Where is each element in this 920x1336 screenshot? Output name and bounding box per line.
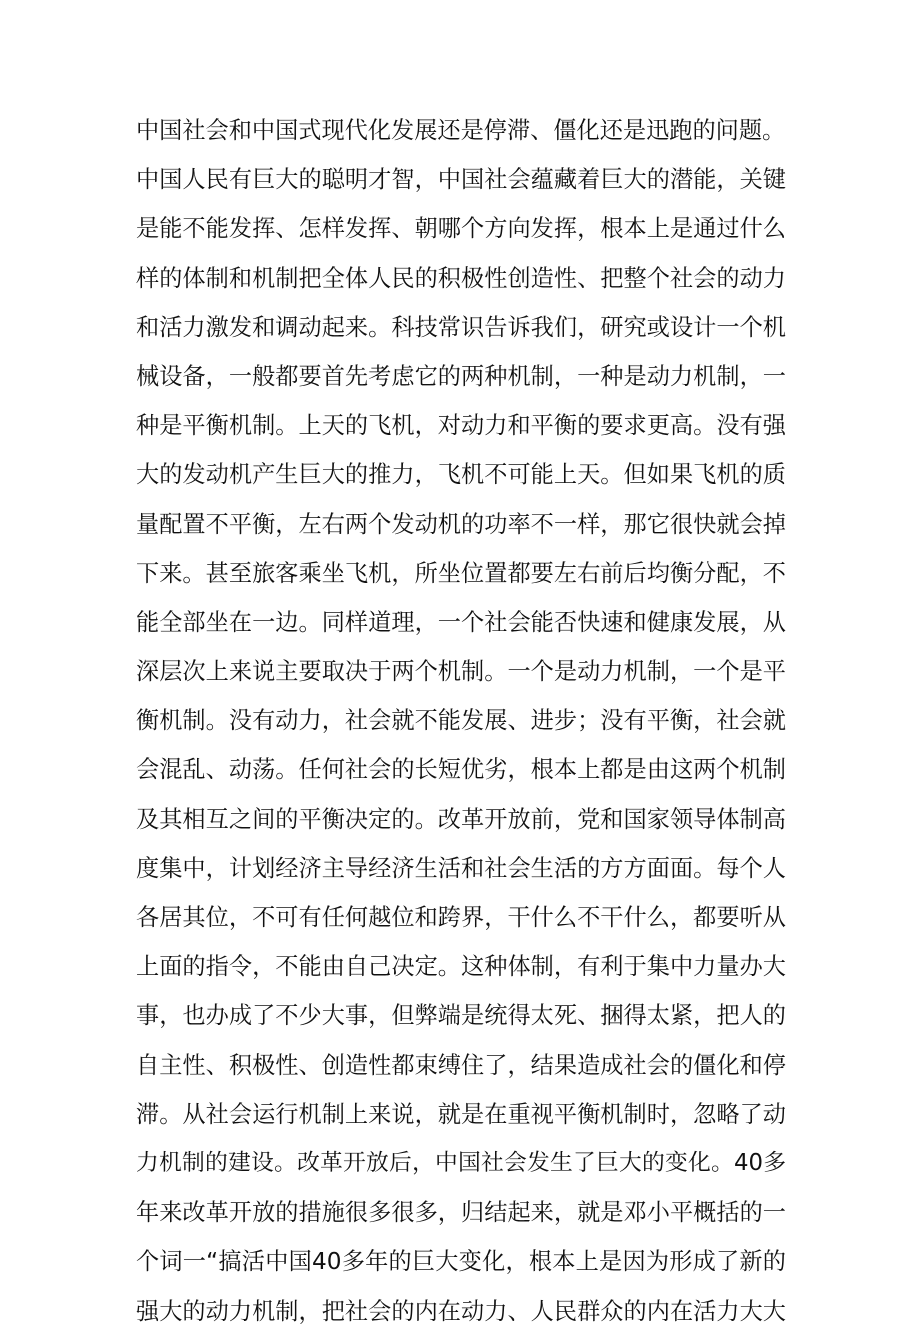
- text-line: 年来改革开放的措施很多很多，归结起来，就是邓小平概括的一: [136, 1199, 786, 1227]
- text-line: 自主性、积极性、创造性都束缚住了，结果造成社会的僵化和停: [136, 1051, 786, 1079]
- text-line: 能全部坐在一边。同样道理，一个社会能否快速和健康发展，从: [136, 608, 786, 636]
- text-line: 滞。从社会运行机制上来说，就是在重视平衡机制时，忽略了动: [136, 1100, 786, 1128]
- text-line: 事，也办成了不少大事，但弊端是统得太死、捆得太紧，把人的: [136, 1002, 786, 1030]
- text-line: 下来。甚至旅客乘坐飞机，所坐位置都要左右前后均衡分配，不: [136, 559, 786, 587]
- text-line: 量配置不平衡，左右两个发动机的功率不一样，那它很快就会掉: [136, 510, 786, 538]
- text-line: 是能不能发挥、怎样发挥、朝哪个方向发挥，根本上是通过什么: [136, 215, 786, 243]
- text-line: 强大的动力机制，把社会的内在动力、人民群众的内在活力大大: [136, 1297, 786, 1325]
- text-line: 衡机制。没有动力，社会就不能发展、进步；没有平衡，社会就: [136, 707, 786, 735]
- text-line: 深层次上来说主要取决于两个机制。一个是动力机制，一个是平: [136, 658, 786, 686]
- text-line: 中国人民有巨大的聪明才智，中国社会蕴藏着巨大的潜能，关键: [136, 166, 786, 194]
- text-line: 种是平衡机制。上天的飞机，对动力和平衡的要求更高。没有强: [136, 412, 786, 440]
- text-line: 大的发动机产生巨大的推力，飞机不可能上天。但如果飞机的质: [136, 461, 786, 489]
- text-line: 会混乱、动荡。任何社会的长短优劣，根本上都是由这两个机制: [136, 756, 786, 784]
- text-line: 各居其位，不可有任何越位和跨界，干什么不干什么，都要听从: [136, 904, 786, 931]
- body-text: [136, 106, 786, 1336]
- text-line: 个词一“搞活中国40多年的巨大变化，根本上是因为形成了新的: [136, 1248, 786, 1276]
- text-line: 力机制的建设。改革开放后，中国社会发生了巨大的变化。40多: [136, 1149, 786, 1176]
- text-line: 和活力激发和调动起来。科技常识告诉我们，研究或设计一个机: [136, 313, 786, 341]
- text-line: 械设备，一般都要首先考虑它的两种机制，一种是动力机制，一: [136, 362, 786, 390]
- text-line: 上面的指令，不能由自己决定。这种体制，有利于集中力量办大: [136, 953, 786, 981]
- text-line: 及其相互之间的平衡决定的。改革开放前，党和国家领导体制高: [136, 805, 786, 833]
- text-line: 样的体制和机制把全体人民的积极性创造性、把整个社会的动力: [136, 264, 786, 292]
- text-line: 中国社会和中国式现代化发展还是停滞、僵化还是迅跑的问题。: [136, 117, 786, 144]
- text-line: 度集中，计划经济主导经济生活和社会生活的方方面面。每个人: [136, 854, 786, 882]
